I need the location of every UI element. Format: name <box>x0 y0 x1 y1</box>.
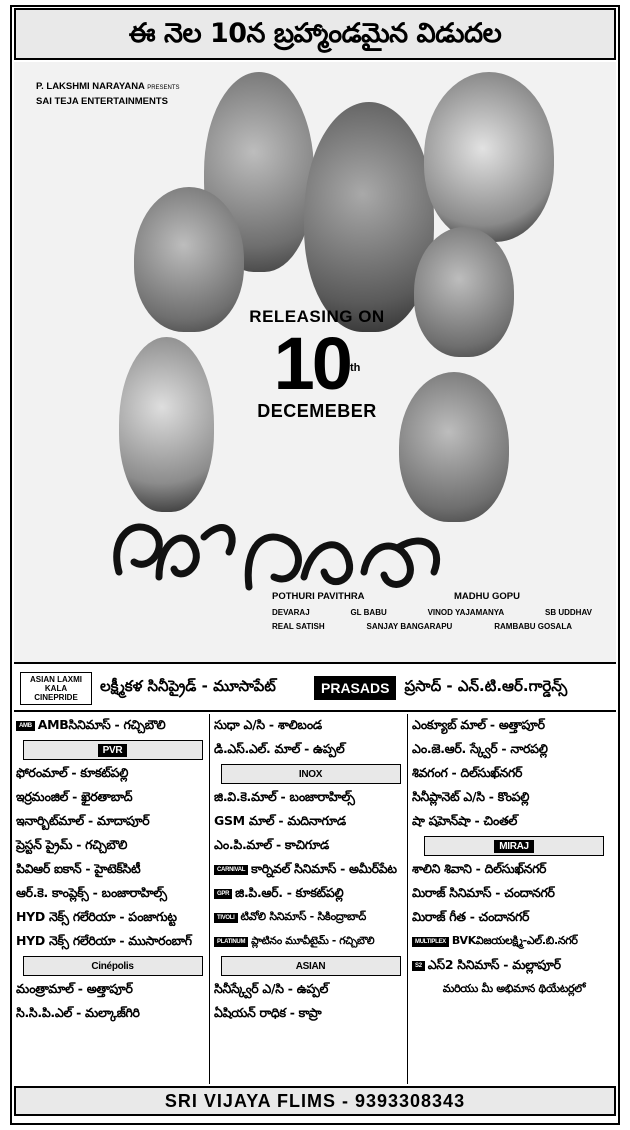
movie-title-text: ప్లోర్ సత్యం <box>279 506 288 508</box>
list-item: CARNIVAL కార్నివల్ సినిమాస్ - అమీర్‌పేట <box>212 858 407 882</box>
release-month: DECEMEBER <box>257 401 377 421</box>
actor-photo <box>414 227 514 357</box>
list-item: మంత్రామాల్ - అత్తాపూర్ <box>16 980 133 996</box>
prasads-logo: PRASADS <box>314 676 396 700</box>
presenter-block <box>36 80 180 109</box>
headline: ఈ నెల 10న బ్రహ్మాండమైన విడుదల <box>14 8 616 60</box>
pvr-logo: PVR <box>23 740 203 760</box>
list-item: పివిఆర్ ఐకాన్ - హైటెక్‌సిటీ <box>16 860 141 876</box>
theatre-column-1 <box>14 714 210 1084</box>
list-item: శాలిని శివాని - దిల్‌సుఖ్‌నగర్ <box>412 860 547 876</box>
theatre-prasads: PRASADS ప్రసాద్ - ఎన్.టి.ఆర్.గార్డెన్స్ <box>314 666 614 710</box>
list-item: సినీస్క్వేర్ ఎ/సి - ఉప్పల్ <box>214 980 329 996</box>
cinepolis-logo-row <box>14 954 209 978</box>
producer: P. LAKSHMI NARAYANA <box>36 81 145 92</box>
list-item: ఇనార్బిట్‌మాల్ - మాదాపూర్ <box>16 812 150 828</box>
list-item: మిరాజ్ సినిమాస్ - చందానగర్ <box>412 884 555 900</box>
list-item: డి.ఎస్.ఎల్. మాల్ - ఉప్పల్ <box>214 740 345 756</box>
theatre-list <box>14 714 616 1084</box>
list-item: MULTIPLEX BVKవిజయలక్ష్మి-ఎల్.బి.నగర్ <box>410 930 616 954</box>
inox-logo-row <box>212 762 407 786</box>
list-item: PLATINUM ప్లాటినం మూవీటైమ్ - గచ్చిబౌలి <box>212 930 407 954</box>
list-item: ఇర్రమంజిల్ - ఖైరతాబాద్ <box>16 788 133 804</box>
theatre-column-2 <box>212 714 408 1084</box>
list-item: AMB AMBసినిమాస్ - గచ్చిబౌలి <box>14 714 209 738</box>
pvr-logo-row <box>14 738 209 762</box>
actor-photo <box>134 187 244 332</box>
list-item: TIVOLI టివోలి సినిమాస్ - సికింద్రాబాద్ <box>212 906 407 930</box>
release-day: 10th <box>273 322 361 405</box>
amb-logo: AMB <box>16 721 35 731</box>
movie-title-logo <box>99 477 459 607</box>
list-item: మిరాజ్ గీత - చందానగర్ <box>412 908 530 924</box>
banner-name: SAI TEJA ENTERTAINMENTS <box>36 96 168 107</box>
list-item: ఎంక్యూబ్ మాల్ - అత్తాపూర్ <box>412 716 545 732</box>
distributor-footer: SRI VIJAYA FLIMS - 9393308343 <box>14 1086 616 1116</box>
releasing-on-label: RELEASING ON <box>249 307 385 326</box>
list-item: సి.సి.పి.ఎల్ - మల్కాజ్‌గిరి <box>16 1004 140 1020</box>
top-theatres-strip <box>14 666 616 712</box>
list-item: ప్రెస్టన్ ప్రైమ్ - గచ్చిబౌలి <box>16 836 128 852</box>
cast-row-1: DEVARAJ GL BABU VINOD YAJAMANYA SB UDDHAV <box>272 608 592 617</box>
list-item: S2 ఎస్2 సినిమాస్ - మల్లాపూర్ <box>410 954 616 978</box>
list-item: శివగంగ - దిల్‌సుఖ్‌నగర్ <box>412 764 523 780</box>
list-item: ఎం.పి.మాల్ - కాచిగూడ <box>214 836 330 852</box>
list-item: షా షహెన్‌షా - చింతల్ <box>412 812 518 828</box>
miraj-logo-row <box>410 834 616 858</box>
actress-photo <box>424 72 554 242</box>
theatre-column-3 <box>410 714 616 1084</box>
closing-note: మరియు మీ అభిమాన థియేటర్లలో <box>442 982 586 995</box>
theatre-laxmikala: ASIAN LAXMI KALA CINEPRIDE లక్ష్మీకళ సినీప్రైడ్ - మూసాపేట్ <box>20 666 310 710</box>
inox-logo: INOX <box>221 764 401 784</box>
lead-cast-1: POTHURI PAVITHRA <box>272 591 365 602</box>
asian-logo-row <box>212 954 407 978</box>
release-suffix: th <box>349 362 361 374</box>
list-item: జి.వి.కె.మాల్ - బంజారాహిల్స్ <box>214 788 355 804</box>
list-item: ఫోరంమాల్ - కూకట్‌పల్లి <box>16 764 129 780</box>
cast-row-2: REAL SATISH SANJAY BANGARAPU RAMBABU GOSALA <box>272 622 572 631</box>
list-item: ఆర్.కె. కాంప్లెక్స్ - బంజారాహిల్స్ <box>16 884 167 900</box>
list-item: ఎం.జె.ఆర్. స్క్వేర్ - నారపల్లి <box>412 740 548 756</box>
list-item: HYD నెక్స్ గలేరియా - పంజాగుట్ట <box>16 908 177 924</box>
list-item: GSM మాల్ - మదినాగూడ <box>214 812 346 828</box>
list-item: GPR జి.పి.ఆర్. - కూకట్‌పల్లి <box>212 882 407 906</box>
list-item: సినీప్లానెట్ ఎ/సి - కొంపల్లి <box>412 788 530 804</box>
laxmikala-logo: ASIAN LAXMI KALA CINEPRIDE <box>20 672 92 705</box>
presents-label: PRESENTS <box>147 85 180 91</box>
list-item: HYD నెక్స్ గలేరియా - ముసారంబాగ్ <box>16 932 192 948</box>
release-date-block <box>242 307 392 422</box>
lead-cast-2: MADHU GOPU <box>454 591 520 602</box>
list-item: ఏషియన్ రాధిక - కాప్రా <box>214 1004 322 1020</box>
list-item: సుధా ఎ/సి - శాలిబండ <box>214 716 322 732</box>
asian-logo: ASIAN <box>221 956 401 976</box>
movie-poster <box>14 62 616 664</box>
cinepolis-logo: Cinépolis <box>23 956 203 976</box>
miraj-logo: MIRAJ <box>424 836 604 856</box>
